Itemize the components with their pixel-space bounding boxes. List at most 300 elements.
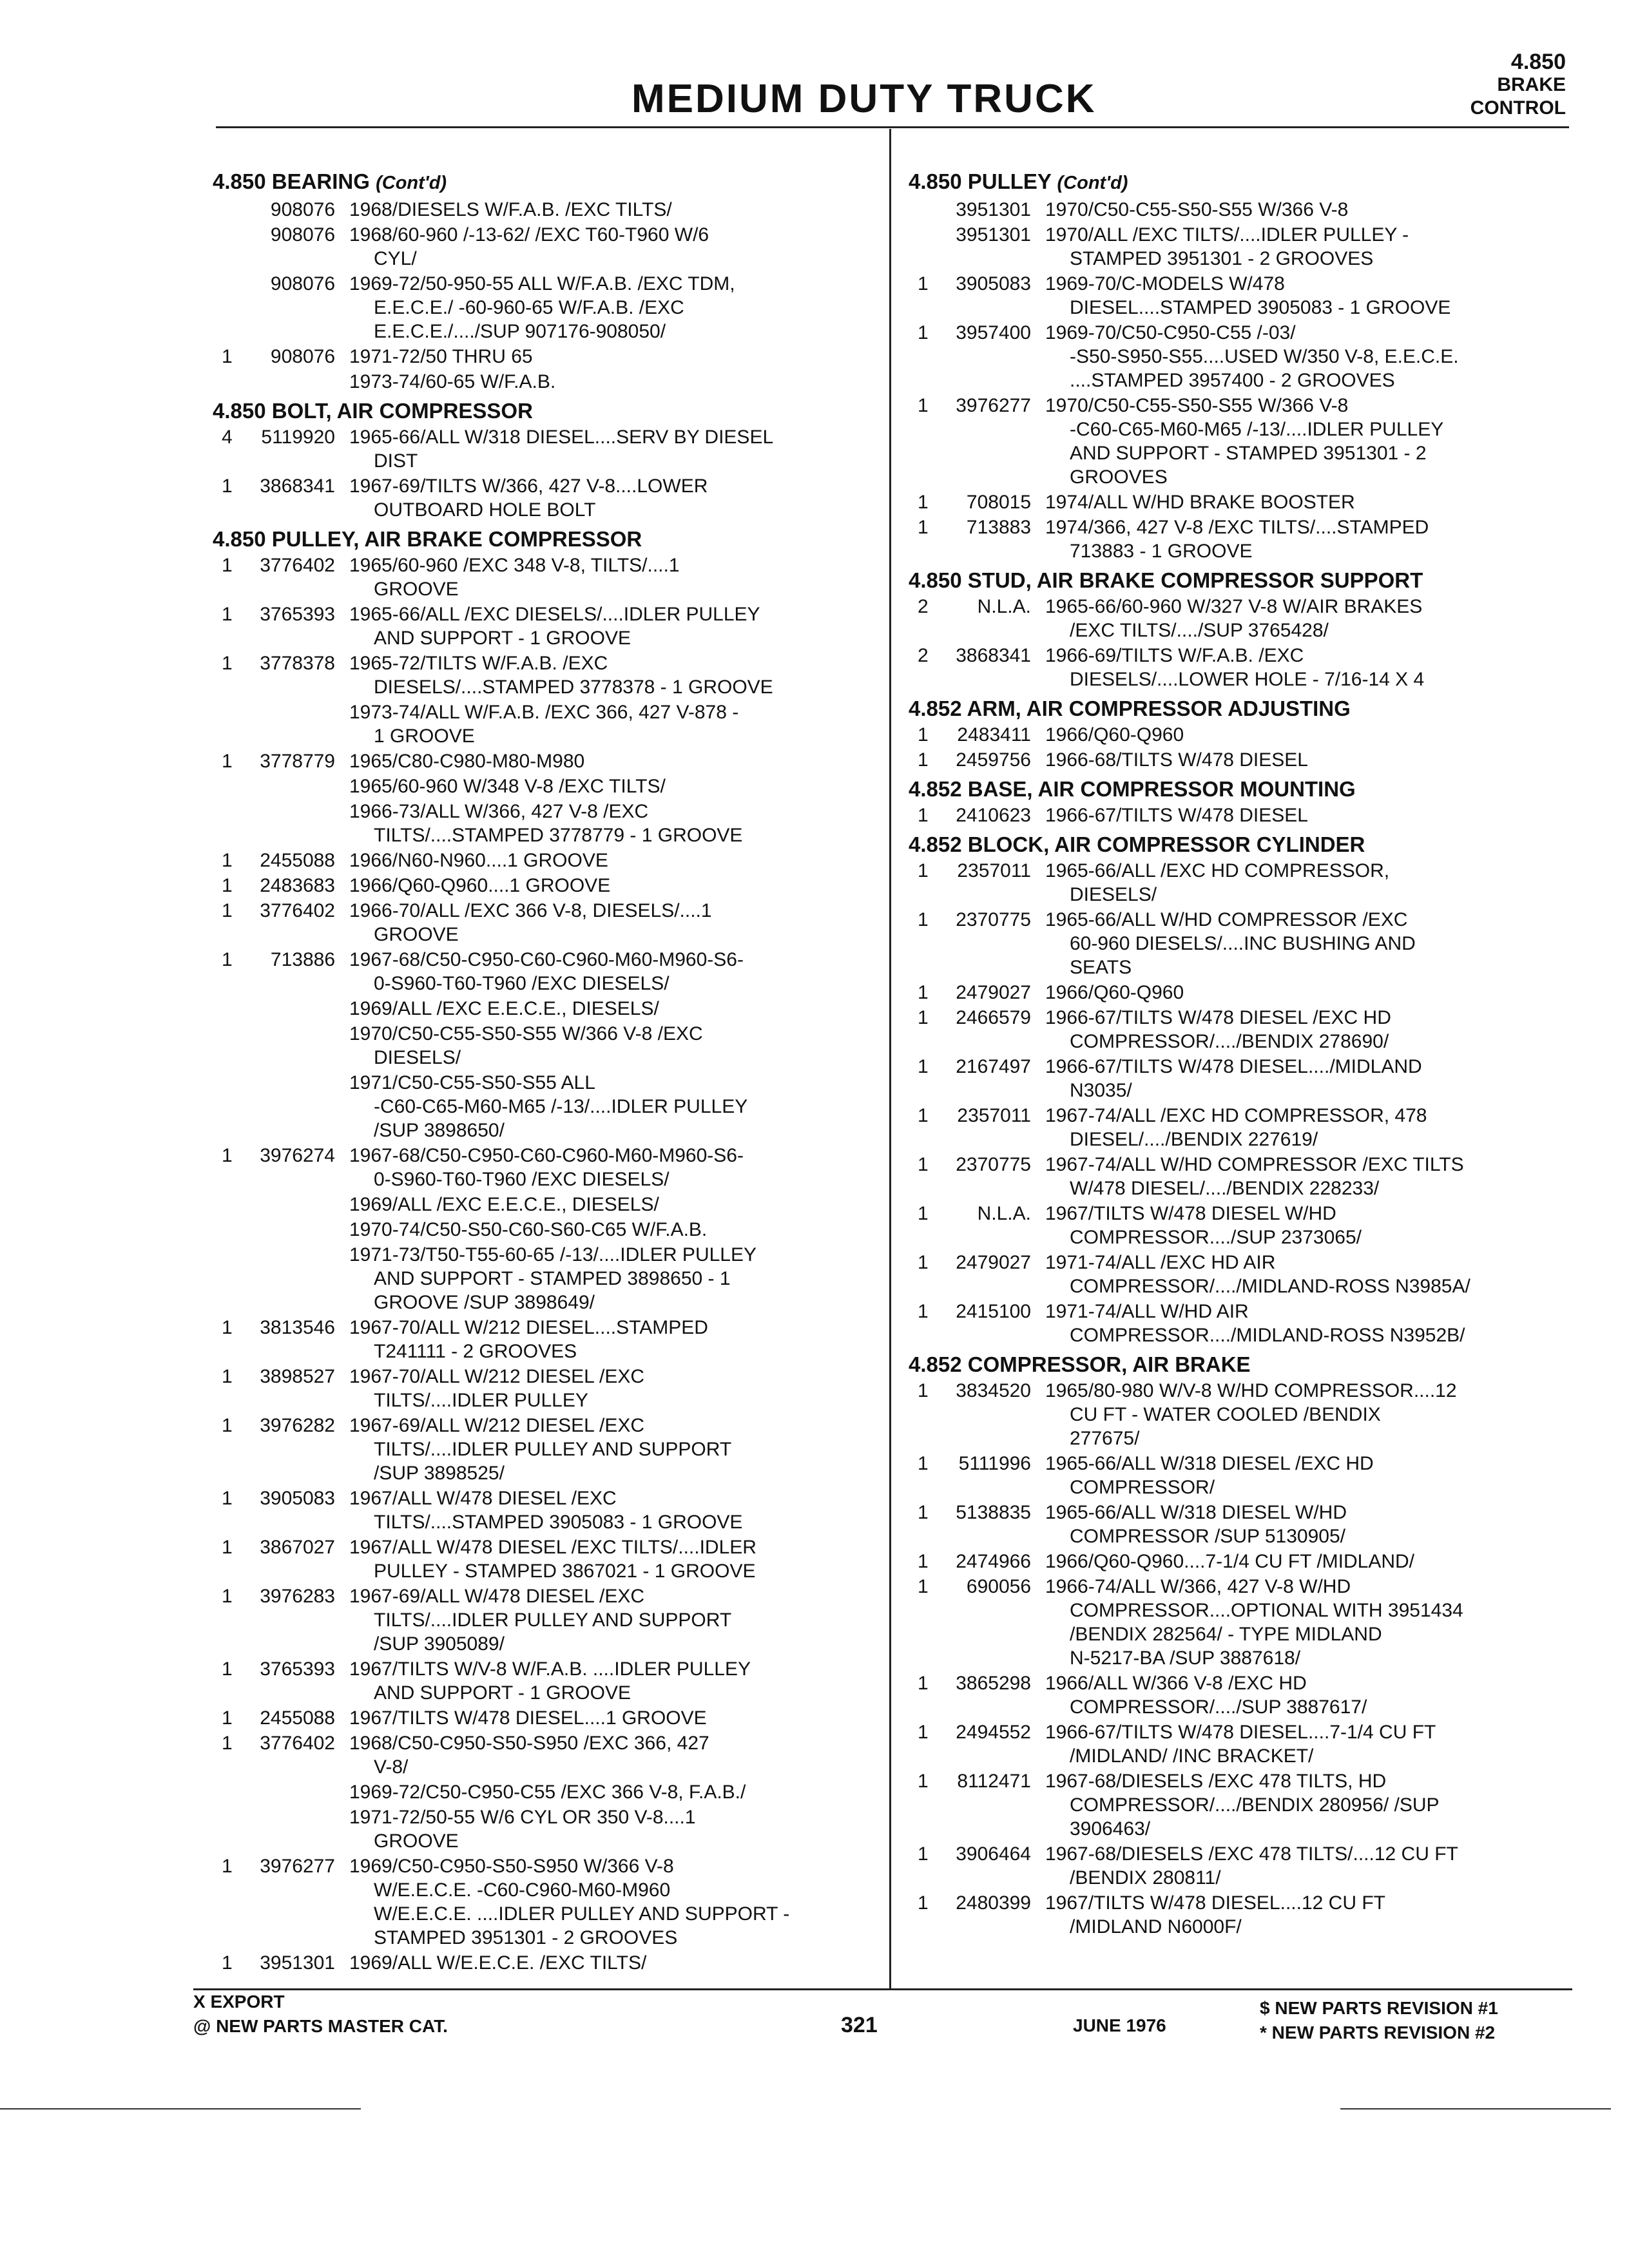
part-number-cell: 2370775 (956, 909, 1031, 930)
description-line: 0-S960-T60-T960 /EXC DIESELS/ (374, 973, 670, 994)
table-row (909, 1300, 1585, 1347)
quantity-cell (213, 198, 238, 222)
quantity-cell: 1 (918, 395, 929, 416)
part-number-cell: 3776402 (260, 900, 335, 921)
description-line: 1965-66/ALL /EXC HD COMPRESSOR, (1045, 860, 1390, 881)
description-line: 1966/Q60-Q960....1 GROOVE (349, 875, 611, 896)
description-line: /SUP 3898650/ (374, 1120, 505, 1141)
quantity-cell: 1 (222, 850, 233, 871)
description-cell (349, 1486, 876, 1534)
description-cell (1045, 1104, 1585, 1151)
part-number-cell (238, 370, 349, 394)
part-number-cell (238, 1243, 349, 1314)
part-number-cell: 908076 (270, 199, 335, 220)
table-row (213, 1243, 876, 1314)
description-line: COMPRESSOR/ (1070, 1477, 1215, 1498)
part-number-cell: 2167497 (956, 1056, 1031, 1077)
table-row (909, 1769, 1585, 1841)
part-number-cell: 2410623 (956, 805, 1031, 826)
part-number-cell: 3778779 (260, 751, 335, 772)
description-cell (349, 425, 876, 473)
description-line: TILTS/....IDLER PULLEY AND SUPPORT (374, 1439, 732, 1460)
part-number-cell: 8112471 (957, 1771, 1031, 1792)
description-line: 1965/C80-C980-M80-M980 (349, 751, 585, 772)
table-row (213, 749, 876, 773)
table-row (213, 1706, 876, 1730)
description-cell (1045, 748, 1585, 772)
quantity-cell: 1 (222, 751, 233, 772)
table-row (213, 223, 876, 271)
table-row (213, 1854, 876, 1950)
quantity-cell: 1 (222, 1488, 233, 1509)
table-row (909, 1842, 1585, 1890)
table-row (213, 1951, 876, 1975)
scan-artifact-line (0, 2108, 361, 2109)
description-line: /SUP 3905089/ (374, 1633, 505, 1655)
quantity-cell: 1 (918, 1252, 929, 1273)
quantity-cell: 1 (918, 1105, 929, 1126)
quantity-cell (909, 198, 934, 222)
quantity-cell: 1 (918, 273, 929, 294)
quantity-cell (909, 223, 934, 271)
part-number-cell: 3957400 (956, 322, 1031, 343)
page-title: MEDIUM DUTY TRUCK (631, 77, 1097, 121)
quantity-cell: 1 (918, 1576, 929, 1597)
part-number-cell: 5111996 (958, 1453, 1031, 1474)
description-cell (1045, 1891, 1585, 1939)
description-line: GROOVES (1070, 466, 1168, 488)
quantity-cell: 1 (222, 1658, 233, 1680)
description-cell (349, 1780, 876, 1804)
quantity-cell: 1 (222, 900, 233, 921)
description-cell (349, 1414, 876, 1485)
legend-master: @ NEW PARTS MASTER CAT. (193, 2016, 448, 2036)
description-line: 1966-67/TILTS W/478 DIESEL....7-1/4 CU FT (1045, 1722, 1436, 1743)
part-number-cell: 2415100 (956, 1301, 1031, 1322)
quantity-cell: 1 (918, 805, 929, 826)
description-line: COMPRESSOR..../SUP 2373065/ (1070, 1227, 1362, 1248)
description-cell (1045, 1202, 1585, 1249)
quantity-cell: 4 (222, 427, 233, 448)
table-row (213, 1535, 876, 1583)
footer-date: JUNE 1976 (1073, 2015, 1166, 2035)
table-row (909, 1202, 1585, 1249)
part-number-cell: 2357011 (957, 1105, 1031, 1126)
description-cell (349, 997, 876, 1021)
description-line: /BENDIX 282564/ - TYPE MIDLAND (1070, 1624, 1382, 1645)
part-number-cell (238, 1218, 349, 1242)
table-row (213, 1584, 876, 1656)
table-row (213, 345, 876, 369)
table-row (909, 198, 1585, 222)
part-number-cell: 3765393 (260, 604, 335, 625)
description-line: 1967-74/ALL W/HD COMPRESSOR /EXC TILTS (1045, 1154, 1464, 1175)
quantity-cell (213, 800, 238, 847)
description-line: 1966/N60-N960....1 GROOVE (349, 850, 608, 871)
quantity-cell: 1 (222, 476, 233, 497)
description-line: 1967-69/ALL W/478 DIESEL /EXC (349, 1586, 645, 1607)
part-number-cell: 2479027 (956, 1252, 1031, 1273)
quantity-cell (213, 223, 238, 271)
part-number-cell: 908076 (270, 346, 335, 367)
description-line: 713883 - 1 GROOVE (1070, 541, 1253, 562)
description-line: 1966-69/TILTS W/F.A.B. /EXC (1045, 645, 1304, 666)
table-row (213, 1365, 876, 1412)
description-line: E.E.C.E./ -60-960-65 W/F.A.B. /EXC (374, 297, 684, 318)
table-row (909, 723, 1585, 747)
quantity-cell: 1 (918, 724, 929, 745)
section-heading (909, 1352, 1585, 1376)
section-heading (909, 169, 1585, 195)
description-line: TILTS/....STAMPED 3905083 - 1 GROOVE (374, 1512, 743, 1533)
description-line: 3906463/ (1070, 1818, 1151, 1840)
table-row (213, 800, 876, 847)
footer-revisions (1260, 1996, 1498, 2045)
description-cell (1045, 803, 1585, 827)
description-line: /BENDIX 280811/ (1070, 1867, 1221, 1888)
table-row (909, 859, 1585, 907)
description-cell (349, 774, 876, 798)
section-heading-text: 4.852 BLOCK, AIR COMPRESSOR CYLINDER (909, 832, 1365, 856)
quantity-cell: 1 (222, 1707, 233, 1729)
part-number-cell: 713886 (270, 949, 335, 970)
quantity-cell: 1 (222, 1537, 233, 1558)
table-row (909, 748, 1585, 772)
table-row (909, 321, 1585, 392)
description-line: N-5217-BA /SUP 3887618/ (1070, 1648, 1301, 1669)
description-line: 1967-69/TILTS W/366, 427 V-8....LOWER (349, 476, 708, 497)
description-cell (349, 1805, 876, 1853)
section-heading-text: 4.850 BEARING (213, 169, 370, 193)
table-row (213, 1144, 876, 1191)
description-cell (349, 948, 876, 995)
table-row (213, 1657, 876, 1705)
quantity-cell: 1 (918, 1502, 929, 1523)
description-cell (1045, 223, 1585, 271)
section-heading (909, 697, 1585, 720)
table-row (213, 849, 876, 872)
description-line: 1967/TILTS W/V-8 W/F.A.B. ....IDLER PULLEY (349, 1658, 751, 1680)
table-row (213, 997, 876, 1021)
quantity-cell (213, 370, 238, 394)
section-heading-text: 4.852 BASE, AIR COMPRESSOR MOUNTING (909, 777, 1356, 801)
description-line: 1967/TILTS W/478 DIESEL W/HD (1045, 1203, 1336, 1224)
description-line: 1967/TILTS W/478 DIESEL....12 CU FT (1045, 1892, 1385, 1914)
continued-note: (Cont'd) (376, 173, 447, 193)
description-line: TILTS/....IDLER PULLEY (374, 1390, 588, 1411)
part-number-cell (238, 1193, 349, 1216)
description-line: 1967-70/ALL W/212 DIESEL....STAMPED (349, 1317, 708, 1338)
quantity-cell: 1 (918, 322, 929, 343)
quantity-cell (213, 997, 238, 1021)
table-row (213, 1193, 876, 1216)
table-row (213, 272, 876, 343)
description-cell (1045, 1452, 1585, 1499)
revision-2: * NEW PARTS REVISION #2 (1260, 2023, 1496, 2042)
quantity-cell: 1 (918, 517, 929, 538)
description-cell (349, 700, 876, 748)
quantity-cell: 1 (222, 1415, 233, 1436)
description-line: /MIDLAND/ /INC BRACKET/ (1070, 1745, 1314, 1767)
part-number-cell: 3834520 (956, 1380, 1031, 1401)
part-number-cell: N.L.A. (977, 596, 1031, 617)
part-number-cell: 2466579 (956, 1007, 1031, 1028)
quantity-cell: 1 (222, 1317, 233, 1338)
quantity-cell: 1 (222, 555, 233, 576)
part-number-cell (238, 1780, 349, 1804)
table-row (909, 1501, 1585, 1548)
table-row (909, 1891, 1585, 1939)
table-row (909, 644, 1585, 691)
description-line: 1969-72/C50-C950-C55 /EXC 366 V-8, F.A.B./ (349, 1782, 746, 1803)
quantity-cell (213, 1243, 238, 1314)
section-heading-text: 4.850 BOLT, AIR COMPRESSOR (213, 399, 533, 423)
section-heading (909, 777, 1585, 801)
description-line: /EXC TILTS/..../SUP 3765428/ (1070, 620, 1329, 641)
description-line: COMPRESSOR..../MIDLAND-ROSS N3952B/ (1070, 1325, 1465, 1346)
quantity-cell: 1 (222, 1586, 233, 1607)
quantity-cell: 1 (222, 949, 233, 970)
description-cell (349, 474, 876, 522)
description-line: 1967-68/C50-C950-C60-C960-M60-M960-S6- (349, 1145, 744, 1166)
description-cell (1045, 1006, 1585, 1053)
section-heading-text: 4.852 COMPRESSOR, AIR BRAKE (909, 1352, 1251, 1376)
description-line: AND SUPPORT - STAMPED 3898650 - 1 (374, 1268, 731, 1289)
description-cell (1045, 321, 1585, 392)
description-line: 1970-74/C50-S50-C60-S60-C65 W/F.A.B. (349, 1219, 708, 1240)
description-line: 1967-69/ALL W/212 DIESEL /EXC (349, 1415, 645, 1436)
part-number-cell: 3868341 (956, 645, 1031, 666)
table-row (909, 1006, 1585, 1053)
table-row (213, 602, 876, 650)
table-row (213, 1780, 876, 1804)
table-row (213, 774, 876, 798)
part-number-cell: 2494552 (956, 1722, 1031, 1743)
table-row (909, 1671, 1585, 1719)
quantity-cell: 1 (222, 346, 233, 367)
description-line: 1970/C50-C55-S50-S55 W/366 V-8 (1045, 395, 1349, 416)
description-cell (349, 602, 876, 650)
description-line: 1966-73/ALL W/366, 427 V-8 /EXC (349, 801, 649, 822)
description-line: 1966/Q60-Q960....7-1/4 CU FT /MIDLAND/ (1045, 1551, 1415, 1572)
description-line: GROOVE (374, 579, 459, 600)
part-number-cell (238, 1022, 349, 1070)
description-line: 1965-66/ALL W/318 DIESEL....SERV BY DIESEL (349, 427, 774, 448)
part-number-cell: 2370775 (956, 1154, 1031, 1175)
part-number-cell: 3976277 (260, 1856, 335, 1877)
table-row (909, 490, 1585, 514)
continued-note: (Cont'd) (1057, 173, 1128, 193)
description-cell (349, 1657, 876, 1705)
header-rule (216, 126, 1569, 128)
table-row (909, 515, 1585, 563)
description-cell (349, 1584, 876, 1656)
description-cell (1045, 1575, 1585, 1670)
table-row (909, 595, 1585, 642)
description-line: 1970/ALL /EXC TILTS/....IDLER PULLEY - (1045, 224, 1409, 245)
description-line: 1966-70/ALL /EXC 366 V-8, DIESELS/....1 (349, 900, 712, 921)
description-cell (349, 1316, 876, 1363)
description-cell (349, 1706, 876, 1730)
quantity-cell: 1 (222, 1952, 233, 1974)
description-line: 1969/ALL /EXC E.E.C.E., DIESELS/ (349, 998, 659, 1019)
table-row (909, 1251, 1585, 1298)
description-line: 1967/TILTS W/478 DIESEL....1 GROOVE (349, 1707, 707, 1729)
part-number-cell: 3951301 (956, 224, 1031, 245)
description-line: 1969/C50-C950-S50-S950 W/366 V-8 (349, 1856, 674, 1877)
left-column (213, 164, 876, 1976)
description-cell (349, 1951, 876, 1975)
description-line: 1966-67/TILTS W/478 DIESEL (1045, 805, 1308, 826)
right-column (909, 164, 1585, 1940)
description-line: AND SUPPORT - 1 GROOVE (374, 1682, 631, 1704)
description-line: 1969-70/C50-C950-C55 /-03/ (1045, 322, 1296, 343)
description-line: GROOVE (374, 1831, 459, 1852)
part-number-cell: 3868341 (260, 476, 335, 497)
part-number-cell: 3951301 (260, 1952, 335, 1974)
description-cell (349, 345, 876, 369)
description-cell (349, 1144, 876, 1191)
quantity-cell (213, 774, 238, 798)
table-row (213, 948, 876, 995)
part-number-cell: 3867027 (260, 1537, 335, 1558)
section-heading-text: 4.850 STUD, AIR BRAKE COMPRESSOR SUPPORT (909, 568, 1423, 592)
table-row (213, 370, 876, 394)
part-number-cell: 713883 (966, 517, 1031, 538)
table-row (213, 1316, 876, 1363)
description-line: 1969-70/C-MODELS W/478 (1045, 273, 1285, 294)
description-cell (349, 800, 876, 847)
quantity-cell (213, 272, 238, 343)
description-cell (349, 1071, 876, 1142)
description-cell (349, 849, 876, 872)
table-row (909, 1575, 1585, 1670)
description-line: 1965/80-980 W/V-8 W/HD COMPRESSOR....12 (1045, 1380, 1457, 1401)
table-row (909, 223, 1585, 271)
quantity-cell: 1 (918, 982, 929, 1003)
description-cell (1045, 394, 1585, 489)
description-line: 1970/C50-C55-S50-S55 W/366 V-8 /EXC (349, 1023, 703, 1044)
quantity-cell: 1 (918, 1551, 929, 1572)
quantity-cell (213, 1780, 238, 1804)
quantity-cell: 1 (918, 1453, 929, 1474)
description-line: 0-S960-T60-T960 /EXC DIESELS/ (374, 1169, 670, 1190)
description-line: T241111 - 2 GROOVES (374, 1341, 577, 1362)
description-cell (1045, 723, 1585, 747)
description-line: 1968/DIESELS W/F.A.B. /EXC TILTS/ (349, 199, 672, 220)
description-cell (1045, 1251, 1585, 1298)
part-number-cell: 3976277 (956, 395, 1031, 416)
description-line: -S50-S950-S55....USED W/350 V-8, E.E.C.E. (1070, 346, 1459, 367)
table-row (909, 1153, 1585, 1200)
description-line: COMPRESSOR/..../MIDLAND-ROSS N3985A/ (1070, 1276, 1470, 1297)
description-cell (349, 272, 876, 343)
part-number-cell: 3865298 (956, 1673, 1031, 1694)
description-line: W/E.E.C.E. -C60-C960-M60-M960 (374, 1879, 671, 1901)
description-cell (349, 899, 876, 947)
table-row (909, 981, 1585, 1004)
description-cell (1045, 1300, 1585, 1347)
description-line: 1967/ALL W/478 DIESEL /EXC TILTS/....IDLER (349, 1537, 757, 1558)
description-line: V-8/ (374, 1756, 409, 1778)
part-number-cell: 3976282 (260, 1415, 335, 1436)
quantity-cell: 1 (222, 653, 233, 674)
quantity-cell: 1 (918, 909, 929, 930)
description-cell (1045, 515, 1585, 563)
description-line: DIST (374, 450, 418, 472)
description-cell (349, 651, 876, 699)
description-line: COMPRESSOR....OPTIONAL WITH 3951434 (1070, 1600, 1463, 1621)
description-line: DIESEL....STAMPED 3905083 - 1 GROOVE (1070, 297, 1451, 318)
quantity-cell: 1 (918, 1301, 929, 1322)
description-line: PULLEY - STAMPED 3867021 - 1 GROOVE (374, 1561, 756, 1582)
section-line-1: BRAKE (1497, 74, 1566, 95)
section-heading-text: 4.852 ARM, AIR COMPRESSOR ADJUSTING (909, 697, 1351, 720)
page-number: 321 (841, 2013, 878, 2037)
description-line: 1974/ALL W/HD BRAKE BOOSTER (1045, 492, 1355, 513)
part-number-cell: 2474966 (956, 1551, 1031, 1572)
quantity-cell: 1 (918, 860, 929, 881)
section-label (1470, 50, 1566, 120)
footer-legend (193, 1990, 448, 2039)
part-number-cell: 2357011 (957, 860, 1031, 881)
table-row (909, 1720, 1585, 1768)
description-line: 1974/366, 427 V-8 /EXC TILTS/....STAMPED (1045, 517, 1429, 538)
table-row (213, 899, 876, 947)
description-cell (349, 370, 876, 394)
section-heading (213, 399, 876, 423)
quantity-cell (213, 1071, 238, 1142)
description-line: DIESELS/ (1070, 884, 1157, 905)
description-line: 1966-67/TILTS W/478 DIESEL..../MIDLAND (1045, 1056, 1422, 1077)
description-line: 1969/ALL /EXC E.E.C.E., DIESELS/ (349, 1194, 659, 1215)
table-row (909, 1550, 1585, 1573)
description-line: 1971-73/T50-T55-60-65 /-13/....IDLER PULLEY (349, 1244, 757, 1265)
table-row (213, 1071, 876, 1142)
quantity-cell: 1 (918, 1203, 929, 1224)
description-line: /SUP 3898525/ (374, 1463, 505, 1484)
quantity-cell: 1 (918, 1007, 929, 1028)
description-cell (1045, 859, 1585, 907)
description-line: 1967/ALL W/478 DIESEL /EXC (349, 1488, 617, 1509)
description-line: 1965-66/ALL /EXC DIESELS/....IDLER PULLEY (349, 604, 760, 625)
quantity-cell: 1 (222, 1145, 233, 1166)
description-cell (1045, 595, 1585, 642)
table-row (213, 474, 876, 522)
quantity-cell: 1 (918, 1154, 929, 1175)
table-row (213, 1414, 876, 1485)
scan-artifact-line (1340, 2108, 1611, 2109)
section-line-2: CONTROL (1470, 97, 1566, 119)
quantity-cell: 1 (222, 1733, 233, 1754)
description-line: DIESELS/ (374, 1047, 461, 1068)
quantity-cell: 2 (918, 596, 929, 617)
description-line: 1967-68/C50-C950-C60-C960-M60-M960-S6- (349, 949, 744, 970)
part-number-cell (238, 800, 349, 847)
quantity-cell: 1 (918, 1843, 929, 1865)
table-row (909, 803, 1585, 827)
description-cell (1045, 1842, 1585, 1890)
table-row (213, 1218, 876, 1242)
description-line: 1966/Q60-Q960 (1045, 724, 1184, 745)
part-number-cell: 690056 (966, 1576, 1031, 1597)
description-line: 1965-66/60-960 W/327 V-8 W/AIR BRAKES (1045, 596, 1423, 617)
part-number-cell: 2483411 (957, 724, 1031, 745)
table-row (909, 1379, 1585, 1450)
description-line: 1970/C50-C55-S50-S55 W/366 V-8 (1045, 199, 1349, 220)
description-line: SEATS (1070, 957, 1132, 978)
description-line: 1971/C50-C55-S50-S55 ALL (349, 1072, 595, 1093)
